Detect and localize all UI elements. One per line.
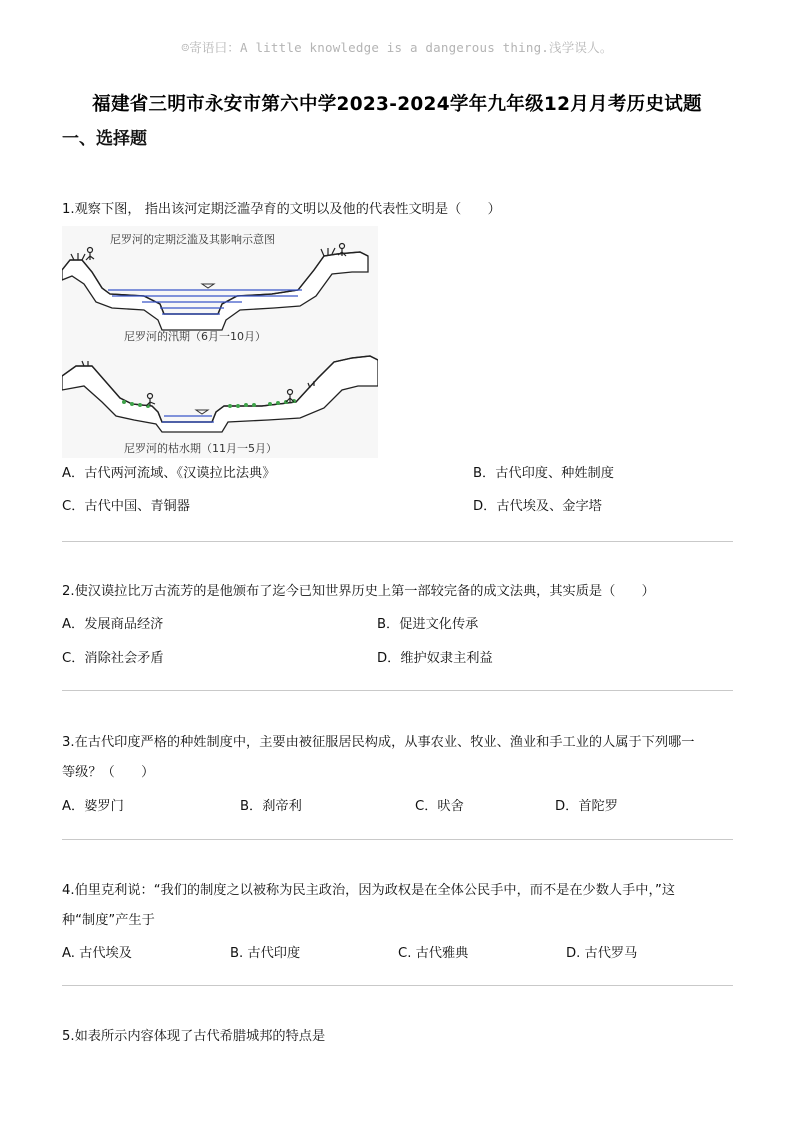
q3-option-d[interactable]: D．首陀罗 (555, 799, 618, 814)
q1-option-a[interactable]: A．古代两河流域、《汉谟拉比法典》 (62, 466, 276, 481)
q4-option-b[interactable]: B. 古代印度 (230, 946, 301, 961)
question-3-stem-line1: 3.在古代印度严格的种姓制度中，主要由被征服居民构成，从事农业、牧业、渔业和手工业的人属于下列哪一 (62, 735, 695, 750)
q1-option-c[interactable]: C．古代中国、青铜器 (62, 499, 190, 514)
divider (62, 839, 733, 840)
q1-option-b[interactable]: B．古代印度、种姓制度 (473, 466, 614, 481)
q1-option-d[interactable]: D．古代埃及、金字塔 (473, 499, 602, 514)
q2-option-a[interactable]: A．发展商品经济 (62, 617, 164, 632)
q2-option-b[interactable]: B．促进文化传承 (377, 617, 479, 632)
page-title: 福建省三明市永安市第六中学2023-2024学年九年级12月月考历史试题 (92, 94, 702, 115)
question-4-stem-line2: 种“制度”产生于 (62, 913, 155, 928)
question-3-stem-line2: 等级？（ ） (62, 765, 155, 780)
q4-option-d[interactable]: D. 古代罗马 (566, 946, 638, 961)
q3-option-c[interactable]: C．吠舍 (415, 799, 464, 814)
q2-option-c[interactable]: C．消除社会矛盾 (62, 651, 164, 666)
question-4-stem-line1: 4.伯里克利说：“我们的制度之以被称为民主政治，因为政权是在全体公民手中，而不是在少数人手中，”这 (62, 883, 676, 898)
q4-option-c[interactable]: C. 古代雅典 (398, 946, 469, 961)
question-5-stem: 5.如表所示内容体现了古代希腊城邦的特点是 (62, 1029, 326, 1044)
q3-option-b[interactable]: B．刹帝利 (240, 799, 302, 814)
q3-option-a[interactable]: A．婆罗门 (62, 799, 124, 814)
nile-flood-diagram (62, 226, 378, 458)
q2-option-d[interactable]: D．维护奴隶主利益 (377, 651, 493, 666)
diagram-caption-flood: 尼罗河的汛期（6月一10月） (124, 330, 266, 343)
diagram-caption-dry: 尼罗河的枯水期（11月一5月） (124, 442, 277, 455)
header-motto: ☺寄语曰：A little knowledge is a dangerous thing.浅学误人。 (181, 40, 613, 55)
question-1-stem: 1.观察下图， 指出该河定期泛滥孕育的文明以及他的代表性文明是（ ） (62, 202, 501, 217)
question-2-stem: 2.使汉谟拉比万古流芳的是他颁布了迄今已知世界历史上第一部较完备的成文法典，其实质是（ ） (62, 584, 655, 599)
section-heading: 一、选择题 (62, 129, 147, 149)
diagram-caption-top: 尼罗河的定期泛滥及其影响示意图 (110, 233, 275, 246)
divider (62, 541, 733, 542)
divider (62, 985, 733, 986)
divider (62, 690, 733, 691)
q4-option-a[interactable]: A. 古代埃及 (62, 946, 132, 961)
